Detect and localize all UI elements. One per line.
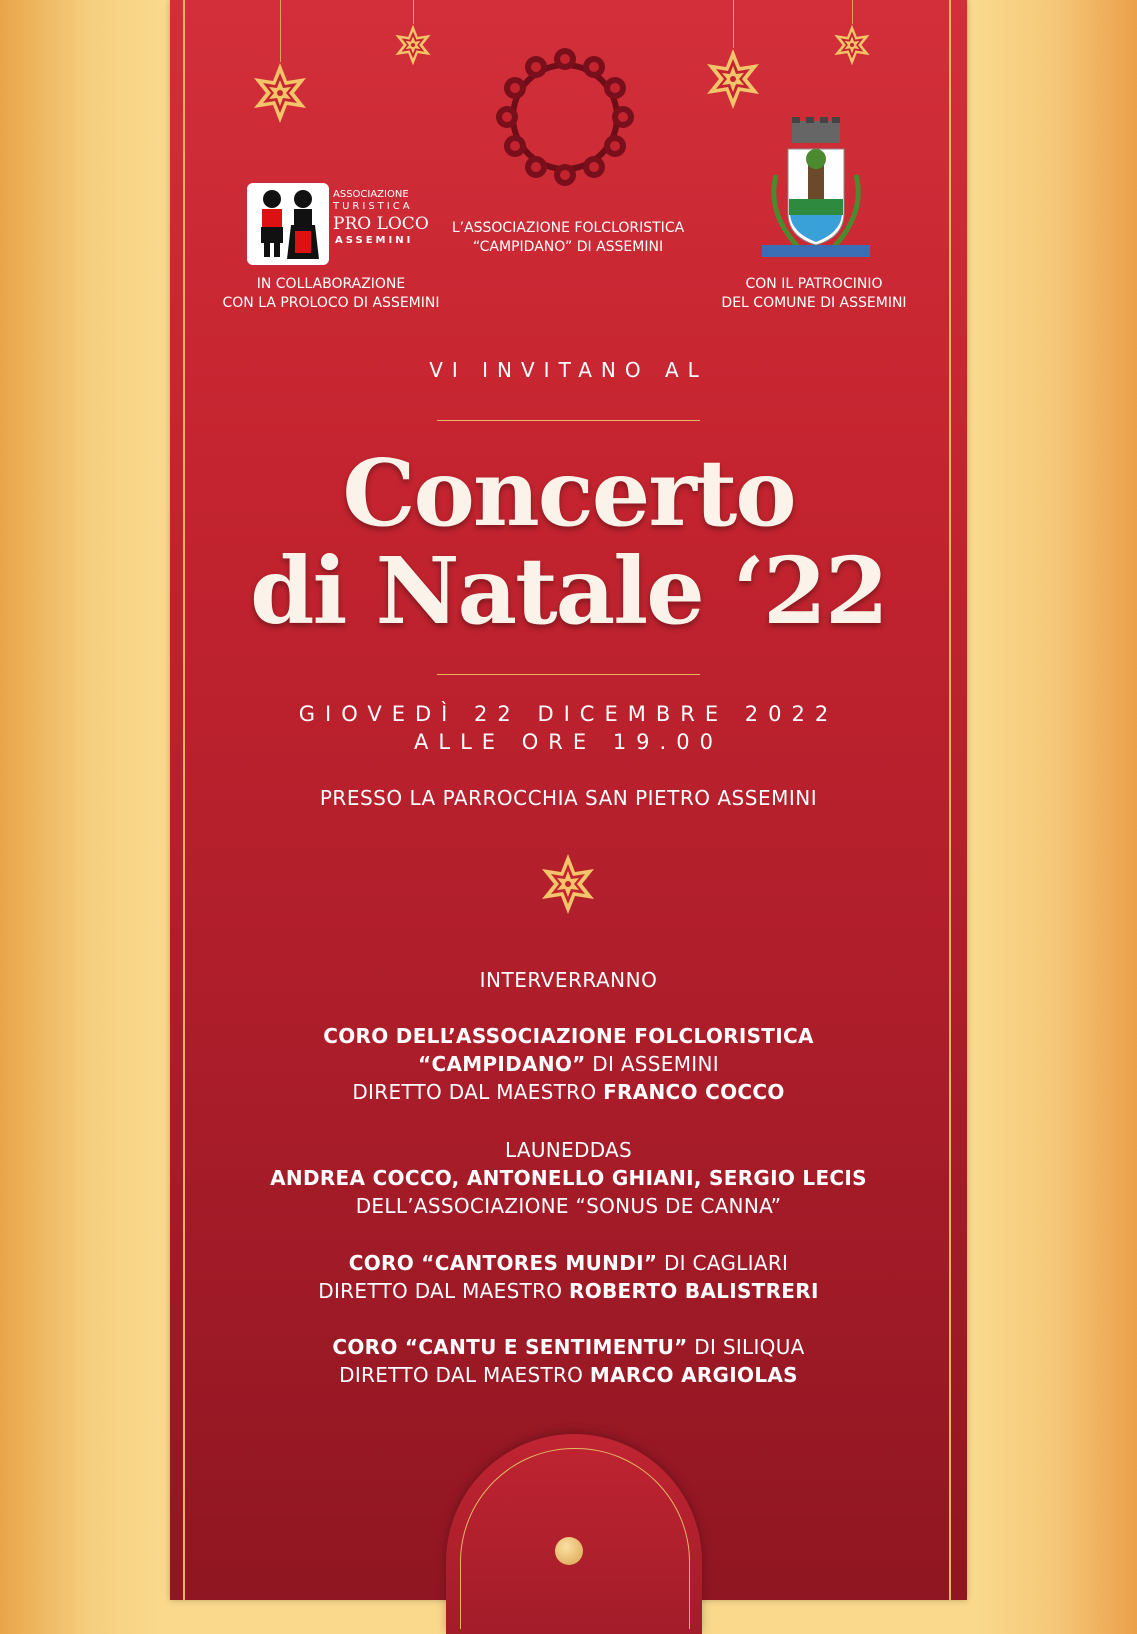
caption-line: IN COLLABORAZIONE <box>256 276 406 292</box>
snowflake-ornament-icon <box>702 48 764 110</box>
caption-line: L’ASSOCIAZIONE FOLCLORISTICA <box>451 220 685 236</box>
title-line-2: di Natale ‘22 <box>250 537 887 645</box>
event-time: ALLE ORE 19.00 <box>414 730 723 754</box>
director-label: DIRETTO DAL MAESTRO <box>318 1279 570 1303</box>
municipality-caption <box>678 275 950 313</box>
title-line-1: Concerto <box>342 439 795 547</box>
performer-campidano <box>170 1022 967 1106</box>
director-name: ROBERTO BALISTRERI <box>569 1279 819 1303</box>
event-venue: PRESSO LA PARROCCHIA SAN PIETRO ASSEMINI <box>319 786 818 810</box>
gold-ornament-dot <box>555 1537 583 1565</box>
performer-origin: DELL’ASSOCIAZIONE “SONUS DE CANNA” <box>355 1194 782 1218</box>
performers-heading: INTERVERRANNO <box>479 968 658 992</box>
performer-name: ANDREA COCCO, ANTONELLO GHIANI, SERGIO LECIS <box>270 1166 867 1190</box>
event-date: GIOVEDÌ 22 DICEMBRE 2022 <box>298 702 839 726</box>
caption-line: DEL COMUNE DI ASSEMINI <box>721 295 907 311</box>
folk-association-caption <box>428 219 708 257</box>
proloco-line: ASSEMINI <box>335 235 414 246</box>
performer-origin: DI CAGLIARI <box>657 1251 789 1275</box>
snowflake-divider-icon <box>537 853 599 915</box>
performer-origin: DI ASSEMINI <box>585 1052 719 1076</box>
folk-dancers-wreath-logo <box>490 42 640 192</box>
ornament-string <box>413 0 414 24</box>
snowflake-ornament-icon <box>831 24 873 66</box>
performer-name: “CAMPIDANO” <box>418 1052 586 1076</box>
performer-name: CORO “CANTORES MUNDI” <box>348 1251 658 1275</box>
proloco-line: ASSOCIAZIONE <box>333 189 409 200</box>
caption-line: CON IL PATROCINIO <box>745 276 883 292</box>
performer-name: CORO DELL’ASSOCIAZIONE FOLCLORISTICA <box>323 1024 814 1048</box>
director-name: MARCO ARGIOLAS <box>589 1363 798 1387</box>
coat-of-arms-emblem <box>762 115 870 265</box>
ornament-string <box>852 0 853 24</box>
proloco-logo-badge <box>247 183 329 265</box>
performer-launeddas <box>170 1136 967 1220</box>
performer-instrument: LAUNEDDAS <box>504 1138 633 1162</box>
caption-line: “CAMPIDANO” DI ASSEMINI <box>472 239 664 255</box>
snowflake-ornament-icon <box>392 24 434 66</box>
performer-name: CORO “CANTU E SENTIMENTU” <box>332 1335 688 1359</box>
performer-cantores <box>170 1249 967 1305</box>
director-label: DIRETTO DAL MAESTRO <box>352 1080 604 1104</box>
invite-text: VI INVITANO AL <box>429 358 708 382</box>
proloco-wordmark <box>333 189 429 247</box>
performer-origin: DI SILIQUA <box>687 1335 805 1359</box>
concert-title <box>170 439 967 645</box>
director-label: DIRETTO DAL MAESTRO <box>339 1363 590 1387</box>
divider-bottom <box>437 674 700 675</box>
proloco-caption <box>185 275 477 313</box>
snowflake-ornament-icon <box>249 62 311 124</box>
divider-top <box>437 420 700 421</box>
performer-cantu <box>170 1333 967 1389</box>
caption-line: CON LA PROLOCO DI ASSEMINI <box>222 295 440 311</box>
ornament-string <box>733 0 734 48</box>
folk-couple-icon <box>247 183 329 265</box>
proloco-line: TURISTICA <box>333 201 413 212</box>
proloco-line: PRO LOCO <box>333 214 429 234</box>
director-name: FRANCO COCCO <box>603 1080 785 1104</box>
ornament-string <box>280 0 281 62</box>
